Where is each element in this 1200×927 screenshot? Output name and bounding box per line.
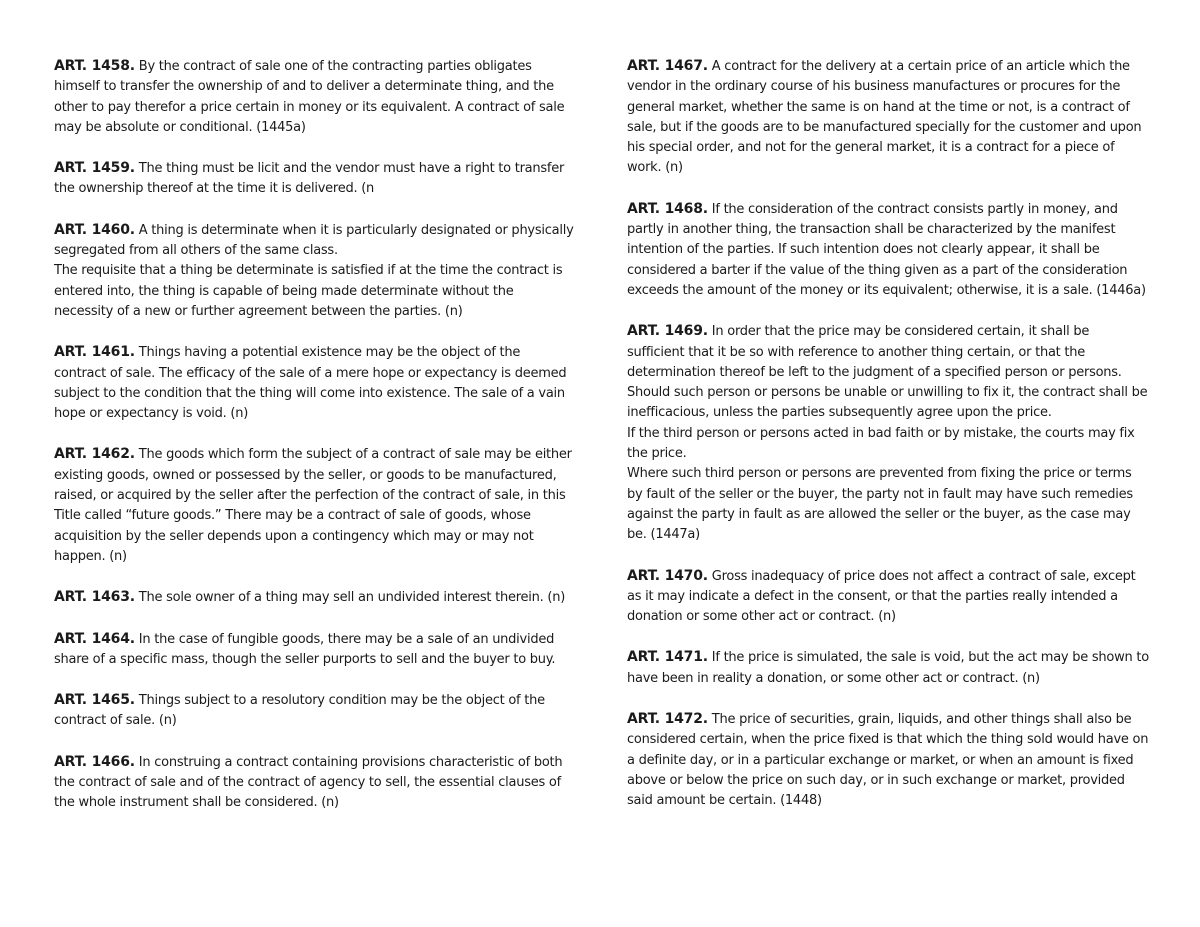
left-column <box>54 56 574 834</box>
article-number: ART. 1468. <box>627 200 708 217</box>
article-number: ART. 1469. <box>627 323 708 340</box>
article-text: In order that the price may be considered certain, it shall be sufficient that it be so with reference to another thing certain, or that the determination thereof be left to the judgment of a specified person or persons. <box>627 324 1122 380</box>
article-paragraph <box>54 342 574 424</box>
article-text: In construing a contract containing provisions characteristic of both the contract of sale and of the contract of agency to sell, the essential clauses of the whole instrument shall be considered. (n) <box>54 754 563 811</box>
article-paragraph <box>54 158 574 200</box>
article-text: The price of securities, grain, liquids, and other things shall also be considered certain, when the price fixed is that which the thing sold would have on a definite day, or in a particular exchange or market, or when an amount is fixed above or below the price on such day, or in such exchange or market, provided said amount be certain. (1448) <box>627 712 1149 809</box>
article-paragraph <box>627 424 1150 465</box>
article-text: By the contract of sale one of the contracting parties obligates himself to transfer the ownership of and to deliver a determinate thing, and the other to pay therefor a price certain in money or its equivalent. A contract of sale may be absolute or conditional. (1445a) <box>54 59 565 135</box>
article-number: ART. 1470. <box>627 567 708 584</box>
article-block <box>54 444 574 567</box>
article-text: Should such person or persons be unable or unwilling to fix it, the contract shall be inefficacious, unless the parties subsequently agree upon the price. <box>627 385 1148 421</box>
article-number: ART. 1472. <box>627 711 708 728</box>
article-block <box>54 629 574 671</box>
article-paragraph <box>627 321 1150 383</box>
article-paragraph <box>54 752 574 814</box>
article-block <box>54 690 574 732</box>
article-number: ART. 1460. <box>54 221 135 238</box>
article-text: In the case of fungible goods, there may be a sale of an undivided share of a specific mass, though the seller purports to sell and the buyer to buy. <box>54 631 556 667</box>
article-number: ART. 1461. <box>54 344 135 361</box>
article-text: The thing must be licit and the vendor must have a right to transfer the ownership thereof at the time it is delivered. (n <box>54 161 565 197</box>
right-column <box>627 56 1150 832</box>
article-text: The goods which form the subject of a contract of sale may be either existing goods, owned or possessed by the seller, or goods to be manufactured, raised, or acquired by the seller after the perfection of the contract of sale, in this Title called “future goods.” There may be a contract of sale of goods, whose acquisition by the seller depends upon a contingency which may or may not happen. (n) <box>54 447 572 564</box>
article-number: ART. 1465. <box>54 692 135 709</box>
article-text: If the consideration of the contract consists partly in money, and partly in another thing, the transaction shall be characterized by the manifest intention of the parties. If such intention does not clearly appear, it shall be considered a barter if the value of the thing given as a part of the consideration exceeds the amount of the money or its equivalent; otherwise, it is a sale. (1446a) <box>627 201 1146 298</box>
article-number: ART. 1462. <box>54 446 135 463</box>
article-block <box>627 56 1150 179</box>
article-text: Things having a potential existence may be the object of the contract of sale. The efficacy of the sale of a mere hope or expectancy is deemed subject to the condition that the thing will come into existence. The sale of a vain hope or expectancy is void. (n) <box>54 345 567 422</box>
article-paragraph <box>627 199 1150 301</box>
article-text: If the price is simulated, the sale is void, but the act may be shown to have been in reality a donation, or some other act or contract. (n) <box>627 650 1149 686</box>
article-paragraph <box>54 629 574 671</box>
article-block <box>54 158 574 200</box>
article-block <box>54 56 574 138</box>
article-paragraph <box>54 56 574 138</box>
article-text: The requisite that a thing be determinate is satisfied if at the time the contract is entered into, the thing is capable of being made determinate without the necessity of a new or further agreement between the parties. (n) <box>54 263 563 319</box>
article-paragraph <box>54 220 574 262</box>
article-number: ART. 1463. <box>54 589 135 606</box>
article-block <box>54 220 574 322</box>
article-paragraph <box>627 709 1150 811</box>
article-paragraph <box>54 444 574 567</box>
article-block <box>54 587 574 608</box>
article-number: ART. 1471. <box>627 649 708 666</box>
article-paragraph <box>54 587 574 608</box>
article-text: A contract for the delivery at a certain price of an article which the vendor in the ordinary course of his business manufactures or procures for the general market, whether the same is on hand at the time or not, is a contract of sale, but if the goods are to be manufactured specially for the customer and upon his special order, and not for the general market, it is a contract for a piece of work. (n) <box>627 59 1142 176</box>
article-number: ART. 1466. <box>54 753 135 770</box>
article-block <box>54 342 574 424</box>
article-paragraph <box>627 56 1150 179</box>
article-text: A thing is determinate when it is particularly designated or physically segregated from all others of the same class. <box>54 222 574 259</box>
article-number: ART. 1467. <box>627 58 708 74</box>
article-number: ART. 1459. <box>54 160 135 177</box>
article-number: ART. 1464. <box>54 630 135 647</box>
article-block <box>627 647 1150 689</box>
article-text: Where such third person or persons are prevented from fixing the price or terms by fault of the seller or the buyer, the party not in fault may have such remedies against the party in fault as are allowed the seller or the buyer, as the case may be. (1447a) <box>627 466 1133 543</box>
article-paragraph <box>54 261 574 322</box>
article-text: Gross inadequacy of price does not affect a contract of sale, except as it may indicate a defect in the consent, or that the parties really intended a donation or some other act or contract. (n) <box>627 568 1136 625</box>
article-text: If the third person or persons acted in bad faith or by mistake, the courts may fix the price. <box>627 425 1135 462</box>
article-paragraph <box>54 690 574 732</box>
article-block <box>627 709 1150 811</box>
article-paragraph <box>627 566 1150 628</box>
article-block <box>54 752 574 814</box>
article-block <box>627 566 1150 628</box>
article-block <box>627 199 1150 301</box>
article-number: ART. 1458. <box>54 58 135 74</box>
article-text: The sole owner of a thing may sell an undivided interest therein. (n) <box>138 590 566 606</box>
article-paragraph <box>627 647 1150 689</box>
article-paragraph <box>627 383 1150 424</box>
article-paragraph <box>627 464 1150 545</box>
article-block <box>627 321 1150 545</box>
article-text: Things subject to a resolutory condition may be the object of the contract of sale. (n) <box>54 693 545 729</box>
